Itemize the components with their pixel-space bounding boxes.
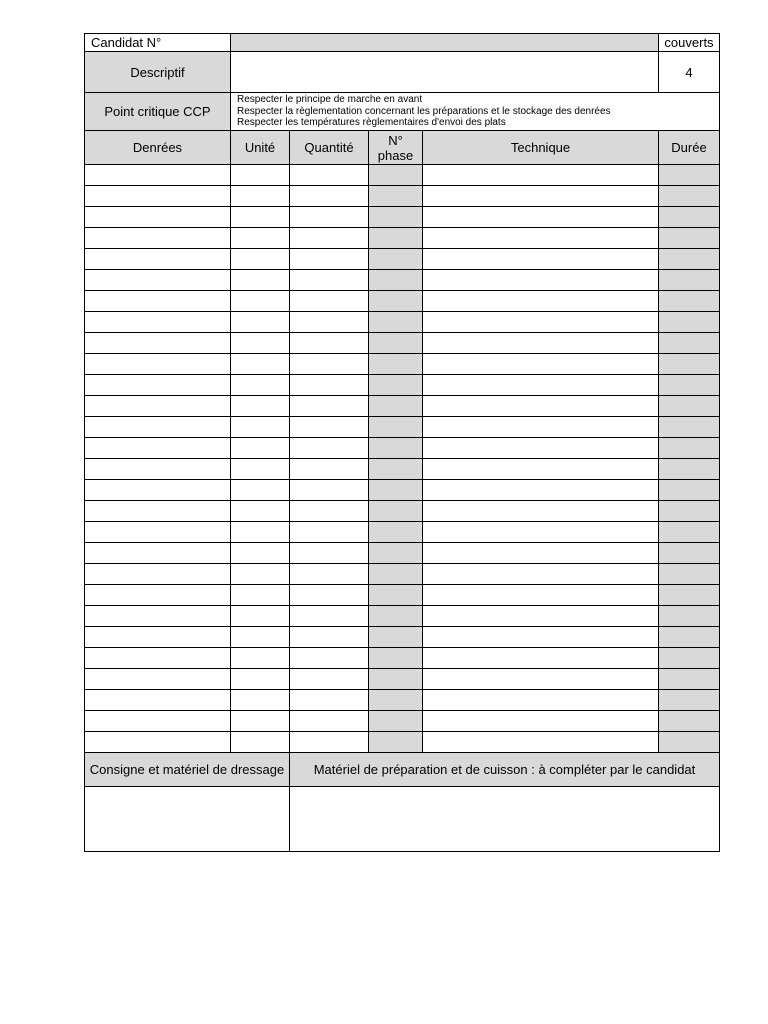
denrees-cell[interactable] — [85, 354, 231, 375]
phase-cell[interactable] — [369, 438, 423, 459]
denrees-cell[interactable] — [85, 207, 231, 228]
phase-cell[interactable] — [369, 564, 423, 585]
unite-cell[interactable] — [231, 501, 290, 522]
phase-cell[interactable] — [369, 459, 423, 480]
recipe-sheet — [84, 33, 719, 852]
materiel-field[interactable] — [290, 786, 720, 851]
phase-cell[interactable] — [369, 627, 423, 648]
table-row — [85, 165, 720, 186]
column-header-row — [85, 131, 720, 165]
quantite-cell[interactable] — [290, 711, 369, 732]
duree-cell[interactable] — [659, 312, 720, 333]
unite-cell[interactable] — [231, 333, 290, 354]
table-row — [85, 543, 720, 564]
unite-cell[interactable] — [231, 480, 290, 501]
technique-cell[interactable] — [423, 186, 659, 207]
materiel-label: Matériel de préparation et de cuisson : à compléter par le candidat — [290, 753, 720, 786]
phase-cell[interactable] — [369, 690, 423, 711]
technique-cell[interactable] — [423, 648, 659, 669]
denrees-cell[interactable] — [85, 396, 231, 417]
duree-cell[interactable] — [659, 354, 720, 375]
descriptif-row — [85, 52, 720, 93]
duree-cell[interactable] — [659, 165, 720, 186]
duree-cell[interactable] — [659, 564, 720, 585]
duree-cell[interactable] — [659, 690, 720, 711]
table-row — [85, 270, 720, 291]
table-row — [85, 711, 720, 732]
table-row — [85, 585, 720, 606]
quantite-cell[interactable] — [290, 291, 369, 312]
technique-cell[interactable] — [423, 585, 659, 606]
denrees-cell[interactable] — [85, 417, 231, 438]
technique-cell[interactable] — [423, 375, 659, 396]
denrees-cell[interactable] — [85, 165, 231, 186]
phase-cell[interactable] — [369, 186, 423, 207]
technique-cell[interactable] — [423, 480, 659, 501]
denrees-cell[interactable] — [85, 522, 231, 543]
unite-cell[interactable] — [231, 627, 290, 648]
unite-cell[interactable] — [231, 249, 290, 270]
technique-cell[interactable] — [423, 606, 659, 627]
phase-cell[interactable] — [369, 228, 423, 249]
unite-cell[interactable] — [231, 543, 290, 564]
duree-cell[interactable] — [659, 333, 720, 354]
descriptif-field[interactable] — [231, 52, 659, 93]
table-row — [85, 396, 720, 417]
unite-cell[interactable] — [231, 732, 290, 753]
phase-cell[interactable] — [369, 669, 423, 690]
quantite-cell[interactable] — [290, 354, 369, 375]
fiche-technique-table — [84, 33, 720, 753]
table-row — [85, 417, 720, 438]
unite-cell[interactable] — [231, 438, 290, 459]
technique-cell[interactable] — [423, 732, 659, 753]
denrees-cell[interactable] — [85, 627, 231, 648]
table-row — [85, 186, 720, 207]
phase-cell[interactable] — [369, 312, 423, 333]
phase-cell[interactable] — [369, 375, 423, 396]
quantite-cell[interactable] — [290, 522, 369, 543]
quantite-cell[interactable] — [290, 669, 369, 690]
descriptif-label: Descriptif — [85, 52, 231, 93]
unite-cell[interactable] — [231, 396, 290, 417]
col-duree: Durée — [659, 131, 720, 165]
unite-cell[interactable] — [231, 228, 290, 249]
technique-cell[interactable] — [423, 438, 659, 459]
quantite-cell[interactable] — [290, 249, 369, 270]
denrees-cell[interactable] — [85, 249, 231, 270]
unite-cell[interactable] — [231, 375, 290, 396]
duree-cell[interactable] — [659, 669, 720, 690]
quantite-cell[interactable] — [290, 690, 369, 711]
table-row — [85, 522, 720, 543]
duree-cell[interactable] — [659, 732, 720, 753]
denrees-cell[interactable] — [85, 501, 231, 522]
quantite-cell[interactable] — [290, 459, 369, 480]
phase-cell[interactable] — [369, 396, 423, 417]
col-unite: Unité — [231, 131, 290, 165]
unite-cell[interactable] — [231, 417, 290, 438]
quantite-cell[interactable] — [290, 375, 369, 396]
table-row — [85, 354, 720, 375]
footer-header-row — [85, 753, 720, 786]
technique-cell[interactable] — [423, 627, 659, 648]
unite-cell[interactable] — [231, 207, 290, 228]
quantite-cell[interactable] — [290, 186, 369, 207]
candidat-label: Candidat N° — [85, 34, 231, 52]
denrees-cell[interactable] — [85, 291, 231, 312]
couverts-value: 4 — [659, 52, 720, 93]
quantite-cell[interactable] — [290, 501, 369, 522]
table-row — [85, 312, 720, 333]
duree-cell[interactable] — [659, 711, 720, 732]
table-row — [85, 459, 720, 480]
duree-cell[interactable] — [659, 522, 720, 543]
table-row — [85, 207, 720, 228]
table-row — [85, 732, 720, 753]
candidat-row — [85, 34, 720, 52]
technique-cell[interactable] — [423, 333, 659, 354]
unite-cell[interactable] — [231, 291, 290, 312]
col-phase-line1: N° — [388, 132, 403, 148]
duree-cell[interactable] — [659, 501, 720, 522]
phase-cell[interactable] — [369, 354, 423, 375]
technique-cell[interactable] — [423, 207, 659, 228]
denrees-cell[interactable] — [85, 648, 231, 669]
denrees-cell[interactable] — [85, 438, 231, 459]
duree-cell[interactable] — [659, 207, 720, 228]
duree-cell[interactable] — [659, 606, 720, 627]
quantite-cell[interactable] — [290, 165, 369, 186]
phase-cell[interactable] — [369, 711, 423, 732]
ccp-instructions — [231, 93, 720, 131]
technique-cell[interactable] — [423, 501, 659, 522]
ccp-line: Respecter le principe de marche en avant — [237, 94, 423, 106]
denrees-cell[interactable] — [85, 669, 231, 690]
unite-cell[interactable] — [231, 585, 290, 606]
duree-cell[interactable] — [659, 480, 720, 501]
unite-cell[interactable] — [231, 186, 290, 207]
quantite-cell[interactable] — [290, 396, 369, 417]
duree-cell[interactable] — [659, 585, 720, 606]
couverts-label: couverts — [659, 34, 720, 52]
unite-cell[interactable] — [231, 564, 290, 585]
duree-cell[interactable] — [659, 228, 720, 249]
unite-cell[interactable] — [231, 522, 290, 543]
col-phase — [369, 131, 423, 165]
table-row — [85, 669, 720, 690]
denrees-cell[interactable] — [85, 333, 231, 354]
duree-cell[interactable] — [659, 459, 720, 480]
ccp-row — [85, 93, 720, 131]
ccp-label: Point critique CCP — [85, 93, 231, 131]
phase-cell[interactable] — [369, 585, 423, 606]
phase-cell[interactable] — [369, 207, 423, 228]
technique-cell[interactable] — [423, 522, 659, 543]
phase-cell[interactable] — [369, 249, 423, 270]
duree-cell[interactable] — [659, 375, 720, 396]
quantite-cell[interactable] — [290, 480, 369, 501]
denrees-cell[interactable] — [85, 270, 231, 291]
denrees-cell[interactable] — [85, 732, 231, 753]
unite-cell[interactable] — [231, 270, 290, 291]
denrees-cell[interactable] — [85, 564, 231, 585]
phase-cell[interactable] — [369, 291, 423, 312]
consigne-label: Consigne et matériel de dressage — [85, 753, 290, 786]
denrees-cell[interactable] — [85, 459, 231, 480]
duree-cell[interactable] — [659, 417, 720, 438]
table-row — [85, 291, 720, 312]
technique-cell[interactable] — [423, 711, 659, 732]
denrees-cell[interactable] — [85, 186, 231, 207]
technique-cell[interactable] — [423, 249, 659, 270]
technique-cell[interactable] — [423, 459, 659, 480]
quantite-cell[interactable] — [290, 438, 369, 459]
quantite-cell[interactable] — [290, 585, 369, 606]
quantite-cell[interactable] — [290, 207, 369, 228]
table-row — [85, 249, 720, 270]
duree-cell[interactable] — [659, 291, 720, 312]
quantite-cell[interactable] — [290, 732, 369, 753]
denrees-cell[interactable] — [85, 543, 231, 564]
denrees-cell[interactable] — [85, 585, 231, 606]
quantite-cell[interactable] — [290, 333, 369, 354]
duree-cell[interactable] — [659, 627, 720, 648]
duree-cell[interactable] — [659, 438, 720, 459]
technique-cell[interactable] — [423, 669, 659, 690]
denrees-cell[interactable] — [85, 711, 231, 732]
technique-cell[interactable] — [423, 543, 659, 564]
quantite-cell[interactable] — [290, 648, 369, 669]
quantite-cell[interactable] — [290, 543, 369, 564]
phase-cell[interactable] — [369, 522, 423, 543]
footer-body-row — [85, 786, 720, 851]
quantite-cell[interactable] — [290, 564, 369, 585]
technique-cell[interactable] — [423, 690, 659, 711]
technique-cell[interactable] — [423, 417, 659, 438]
quantite-cell[interactable] — [290, 312, 369, 333]
duree-cell[interactable] — [659, 648, 720, 669]
quantite-cell[interactable] — [290, 417, 369, 438]
unite-cell[interactable] — [231, 354, 290, 375]
ccp-line: Respecter les températures règlementaires d'envoi des plats — [237, 117, 506, 129]
unite-cell[interactable] — [231, 648, 290, 669]
quantite-cell[interactable] — [290, 270, 369, 291]
denrees-cell[interactable] — [85, 480, 231, 501]
unite-cell[interactable] — [231, 606, 290, 627]
table-row — [85, 606, 720, 627]
phase-cell[interactable] — [369, 165, 423, 186]
technique-cell[interactable] — [423, 396, 659, 417]
unite-cell[interactable] — [231, 165, 290, 186]
unite-cell[interactable] — [231, 669, 290, 690]
phase-cell[interactable] — [369, 480, 423, 501]
technique-cell[interactable] — [423, 228, 659, 249]
denrees-cell[interactable] — [85, 228, 231, 249]
phase-cell[interactable] — [369, 543, 423, 564]
col-denrees: Denrées — [85, 131, 231, 165]
quantite-cell[interactable] — [290, 627, 369, 648]
duree-cell[interactable] — [659, 543, 720, 564]
phase-cell[interactable] — [369, 732, 423, 753]
unite-cell[interactable] — [231, 312, 290, 333]
phase-cell[interactable] — [369, 648, 423, 669]
table-row — [85, 333, 720, 354]
table-row — [85, 228, 720, 249]
technique-cell[interactable] — [423, 165, 659, 186]
quantite-cell[interactable] — [290, 228, 369, 249]
unite-cell[interactable] — [231, 690, 290, 711]
technique-cell[interactable] — [423, 291, 659, 312]
denrees-cell[interactable] — [85, 606, 231, 627]
denrees-cell[interactable] — [85, 375, 231, 396]
technique-cell[interactable] — [423, 354, 659, 375]
table-row — [85, 627, 720, 648]
table-row — [85, 690, 720, 711]
denrees-cell[interactable] — [85, 690, 231, 711]
duree-cell[interactable] — [659, 186, 720, 207]
phase-cell[interactable] — [369, 270, 423, 291]
candidat-number-field[interactable] — [231, 34, 659, 52]
consigne-field[interactable] — [85, 786, 290, 851]
duree-cell[interactable] — [659, 249, 720, 270]
duree-cell[interactable] — [659, 270, 720, 291]
phase-cell[interactable] — [369, 501, 423, 522]
technique-cell[interactable] — [423, 312, 659, 333]
phase-cell[interactable] — [369, 333, 423, 354]
technique-cell[interactable] — [423, 564, 659, 585]
technique-cell[interactable] — [423, 270, 659, 291]
quantite-cell[interactable] — [290, 606, 369, 627]
unite-cell[interactable] — [231, 459, 290, 480]
phase-cell[interactable] — [369, 606, 423, 627]
table-row — [85, 375, 720, 396]
unite-cell[interactable] — [231, 711, 290, 732]
col-phase-line2: phase — [377, 147, 414, 163]
table-row — [85, 438, 720, 459]
denrees-cell[interactable] — [85, 312, 231, 333]
duree-cell[interactable] — [659, 396, 720, 417]
table-row — [85, 480, 720, 501]
phase-cell[interactable] — [369, 417, 423, 438]
footer-table — [84, 753, 720, 852]
col-quantite: Quantité — [290, 131, 369, 165]
table-row — [85, 564, 720, 585]
ccp-line: Respecter la règlementation concernant les préparations et le stockage des denrées — [237, 105, 611, 117]
table-row — [85, 501, 720, 522]
table-row — [85, 648, 720, 669]
col-technique: Technique — [423, 131, 659, 165]
